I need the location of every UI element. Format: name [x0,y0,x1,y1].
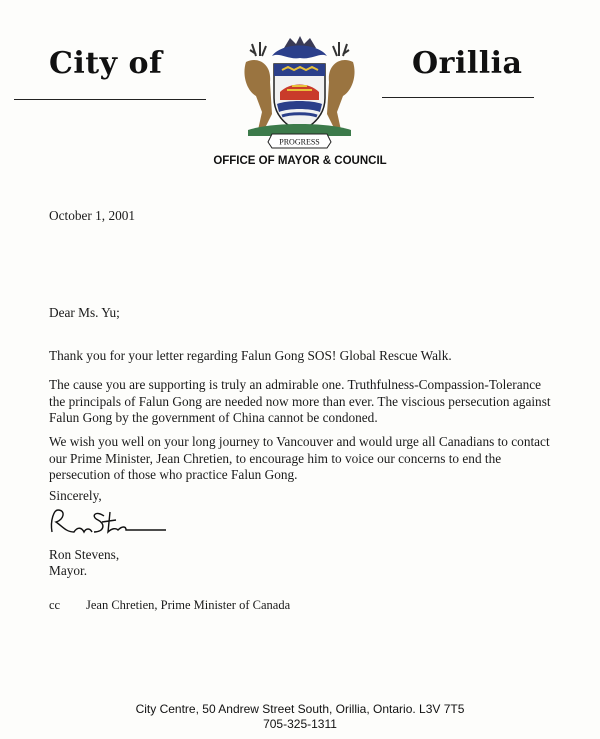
letterhead-orillia: Orillia [412,46,523,81]
letter-salutation: Dear Ms. Yu; [49,305,120,320]
city-crest-logo [232,34,367,152]
letterhead-rule-left [14,99,206,100]
footer-phone: 705-325-1311 [263,717,337,731]
letter-date: October 1, 2001 [49,208,136,223]
letter-paragraph-2: The cause you are supporting is truly an admirable one. Truthfulness-Compassion-Tolerance the principals of Falun Gong are needed now more than ever. The viscious persecution against Falun Gong by the government of China cannot be condoned. [49,377,551,425]
cc-label: cc [49,598,61,612]
handwritten-signature [46,502,176,542]
signer-name: Ron Stevens, [49,547,120,562]
letterhead-rule-right [382,97,534,98]
crest-motto-text: PROGRESS [279,137,320,147]
signer-title: Mayor. [49,563,88,578]
letterhead-city-of: City of [49,46,163,81]
cc-recipient: Jean Chretien, Prime Minister of Canada [86,598,291,612]
footer-address: City Centre, 50 Andrew Street South, Orillia, Ontario. L3V 7T5 [135,702,465,716]
letter-paragraph-3: We wish you well on your long journey to Vancouver and would urge all Canadians to contact our Prime Minister, Jean Chretien, to encourage him to voice our concerns to end the persecution of those who practice Falun Gong. [49,434,550,482]
letter-closing: Sincerely, [49,488,102,503]
letter-paragraph-1: Thank you for your letter regarding Falun Gong SOS! Global Rescue Walk. [49,348,452,363]
office-heading: OFFICE OF MAYOR & COUNCIL [213,155,387,167]
